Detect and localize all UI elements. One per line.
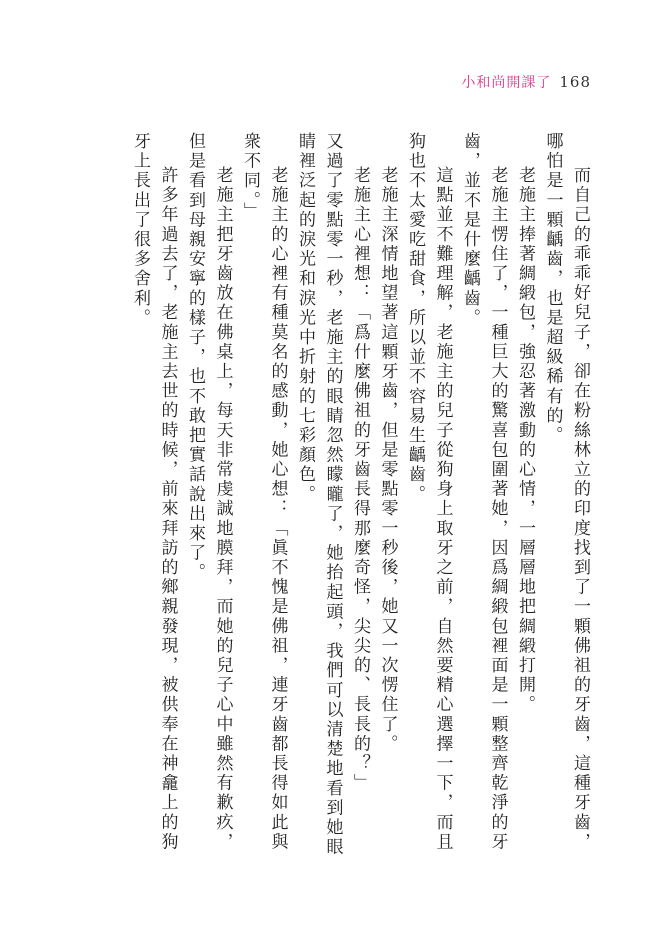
paragraph-3: 老施主愣住了，一種巨大的驚喜包圍著她，因爲綢緞包裡面是一顆整齊乾淨的牙齒，並不是什麼齲齒。: [460, 132, 508, 852]
paragraph-8: 老施主的心裡有種莫名的感動，她心想：「眞不愧是佛祖，連牙齒都長得如此與衆不同。」: [240, 132, 288, 852]
paragraph-9: 老施主把牙齒放在佛桌上，每天非常虔誠地膜拜，而她的兒子心中雖然有歉疚，但是看到母親安寧的樣子，也不敢把實話說出來了。: [185, 132, 233, 852]
page-number: 168: [559, 73, 591, 91]
paragraph-2: 老施主捧著綢緞包，強忍著激動的心情，一層層地把綢緞打開。: [515, 166, 535, 715]
paragraph-7: 又過了零點零一秒，老施主的眼睛忽然矇矓了，她抬起頭，我們可以清楚地看到她眼睛裡泛起的淚光和淚光中折射的七彩顏色。: [295, 132, 343, 858]
paragraph-10: 許多年過去了，老施主去世的時候，前來拜訪的鄉親發現，被供奉在神龕上的狗牙上長出了很多舍利。: [130, 132, 178, 852]
paragraph-5: 老施主深情地望著這顆牙齒，但是零點零一秒後，她又一次愣住了。: [377, 166, 398, 754]
paragraph-4: 這點並不難理解，老施主的兒子從狗身上取牙之前，自然要精心選擇一下，而且狗也不太愛吃甜食，所以並不容易生齲齒。: [405, 132, 453, 852]
paragraph-6: 老施主心裡想：「爲什麼佛祖的牙齒長得那麼奇怪，尖尖的、長長的？」: [350, 166, 370, 794]
book-title: 小和尚開課了: [461, 75, 552, 91]
page-header: [461, 72, 591, 92]
paragraph-1: 而自己的乖乖好兒子，卻在粉絲林立的印度找到了一顆佛祖的牙齒，這種牙齒，哪怕是一顆齲齒，也是超級稀有的。: [542, 132, 590, 852]
body-text: [68, 132, 593, 862]
